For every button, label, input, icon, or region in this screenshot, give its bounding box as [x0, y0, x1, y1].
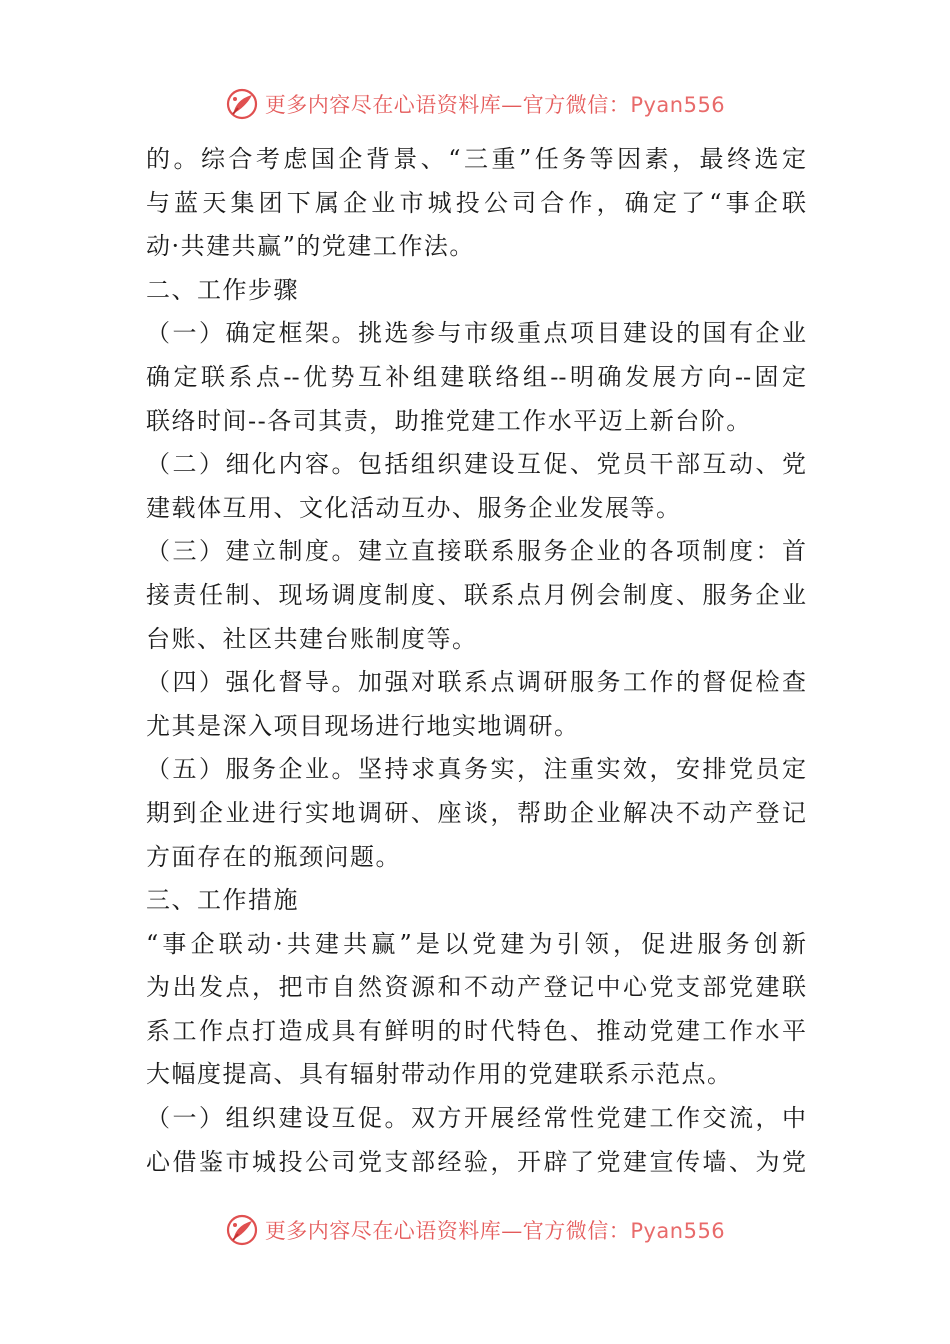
text-line: （二）细化内容。包括组织建设互促、党员干部互动、党 — [146, 450, 806, 479]
text-line: 建载体互用、文化活动互办、服务企业发展等。 — [146, 493, 682, 522]
pen-logo-icon — [225, 87, 259, 121]
text-line: 方面存在的瓶颈问题。 — [146, 842, 401, 871]
text-line: 台账、社区共建台账制度等。 — [146, 624, 478, 653]
text-line: 动·共建共赢”的党建工作法。 — [146, 232, 475, 261]
text-line: 二、工作步骤 — [146, 275, 299, 304]
wechat-id: Pyan556 — [630, 93, 726, 117]
watermark-banner-bottom — [0, 1210, 950, 1250]
watermark-banner-top — [0, 84, 950, 124]
text-line: （一）确定框架。挑选参与市级重点项目建设的国有企业 — [146, 319, 806, 348]
text-line: 大幅度提高、具有辐射带动作用的党建联系示范点。 — [146, 1060, 733, 1089]
text-line: （五）服务企业。坚持求真务实，注重实效，安排党员定 — [146, 755, 806, 784]
text-line: 尤其是深入项目现场进行地实地调研。 — [146, 711, 580, 740]
text-line: （四）强化督导。加强对联系点调研服务工作的督促检查 — [146, 668, 806, 697]
text-line: 为出发点，把市自然资源和不动产登记中心党支部党建联 — [146, 973, 806, 1002]
text-line: （一）组织建设互促。双方开展经常性党建工作交流，中 — [146, 1104, 806, 1133]
text-line: 确定联系点--优势互补组建联络组--明确发展方向--固定 — [146, 362, 806, 391]
text-line: 接责任制、现场调度制度、联系点月例会制度、服务企业 — [146, 580, 806, 609]
wechat-id: Pyan556 — [630, 1219, 726, 1243]
watermark-text: 更多内容尽在心语资料库—官方微信：Pyan556 — [264, 93, 726, 117]
text-line: 三、工作措施 — [146, 886, 299, 915]
watermark-text: 更多内容尽在心语资料库—官方微信：Pyan556 — [264, 1219, 726, 1243]
text-line: 心借鉴市城投公司党支部经验，开辟了党建宣传墙、为党 — [146, 1147, 806, 1176]
text-line: （三）建立制度。建立直接联系服务企业的各项制度：首 — [146, 537, 806, 566]
document-body — [146, 138, 806, 1184]
text-line: “事企联动·共建共赢”是以党建为引领，促进服务创新 — [146, 929, 806, 958]
pen-logo-icon — [225, 1213, 259, 1247]
text-line: 系工作点打造成具有鲜明的时代特色、推动党建工作水平 — [146, 1016, 806, 1045]
text-line: 期到企业进行实地调研、座谈，帮助企业解决不动产登记 — [146, 798, 806, 827]
text-line: 联络时间--各司其责，助推党建工作水平迈上新台阶。 — [146, 406, 752, 435]
text-line: 与蓝天集团下属企业市城投公司合作，确定了“事企联 — [146, 188, 806, 217]
text-line: 的。综合考虑国企背景、“三重”任务等因素，最终选定 — [146, 145, 806, 173]
